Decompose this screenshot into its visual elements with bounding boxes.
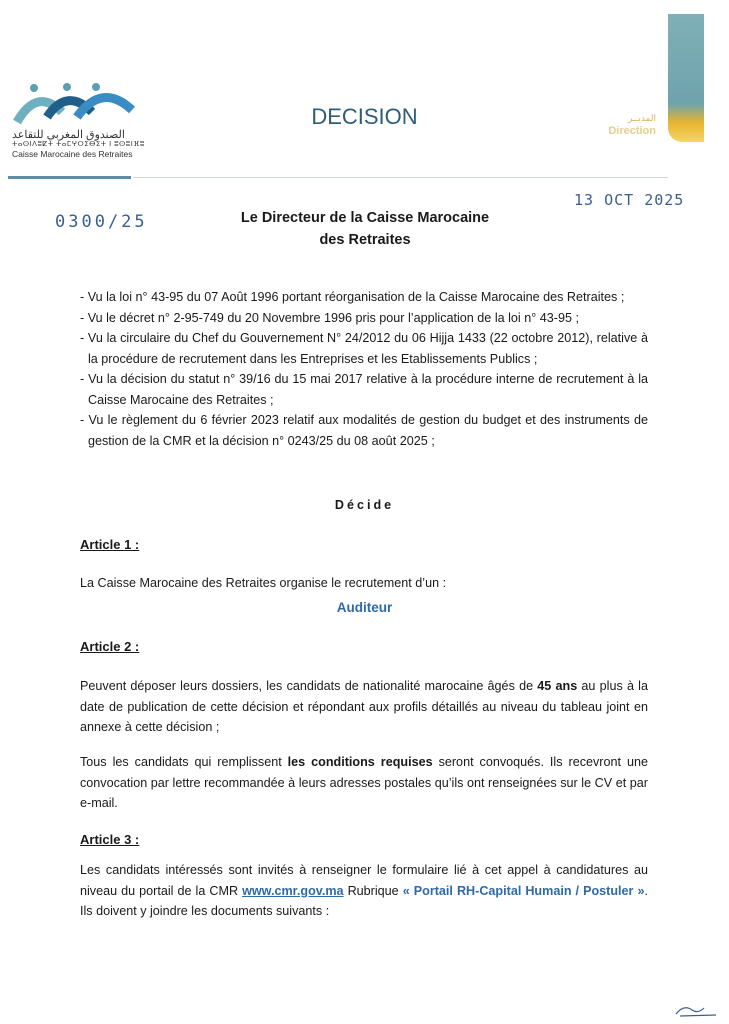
decorative-ribbon (668, 14, 704, 142)
issuer-line-2: des Retraites (319, 232, 411, 248)
issuer-line-1: Le Directeur de la Caisse Marocaine (240, 210, 490, 226)
consideration-item: - Vu la circulaire du Chef du Gouvernement N° 24/2012 du 06 Hijja 1433 (22 octobre 2012), relative à la procédure de recrutement dans les Entreprises et les Etablissements Publics ; (80, 331, 648, 366)
text: Peuvent déposer leurs dossiers, les candidats de nationalité marocaine âgés de (80, 679, 538, 693)
initials-signature-icon (672, 1000, 722, 1020)
consideration-item: - Vu la loi n° 43-95 du 07 Août 1996 portant réorganisation de la Caisse Marocaine des Retraites ; (80, 290, 625, 304)
issuer-heading (200, 207, 530, 251)
direction-arabic: المديــر (628, 113, 656, 123)
text: Les candidats intéressés sont invités à renseigner le formulaire lié à cet appel à candidatures au niveau du portail de la CMR (80, 863, 648, 898)
logo-french-text: Caisse Marocaine des Retraites (12, 149, 133, 159)
considerations-list (80, 287, 648, 451)
consideration-item: - Vu le décret n° 2-95-749 du 20 Novembre 1996 pris pour l’application de la loi n° 43-95 ; (80, 310, 579, 325)
consideration-item: - Vu le règlement du 6 février 2023 relatif aux modalités de gestion du budget et des instruments de gestion de la CMR et la décision n° 0243/25 du 08 août 2025 ; (80, 413, 648, 448)
date-stamp: 13 OCT 2025 (574, 191, 685, 209)
article-2-title: Article 2 : (80, 639, 140, 654)
header-divider (133, 177, 668, 178)
direction-label: Direction (608, 125, 656, 137)
article-1-title: Article 1 : (80, 537, 140, 552)
text: au plus à la date de publication de cette décision et répondant aux profils détaillés au niveau du tableau joint en annexe à cette décision ; (80, 679, 648, 734)
consideration-item: - Vu la décision du statut n° 39/16 du 15 mai 2017 relative à la procédure interne de recrutement à la Caisse Marocaine des Retraites ; (80, 372, 648, 407)
article-3-paragraph (80, 860, 648, 922)
article-2-paragraph-1 (80, 676, 648, 738)
text: Rubrique (343, 883, 403, 898)
decide-heading: Décide (334, 498, 395, 512)
article-3-title: Article 3 : (80, 832, 140, 847)
portal-section-name: « Portail RH-Capital Humain / Postuler » (402, 883, 645, 898)
logo-arabic-text: الصندوق المغربي للتقاعد (12, 129, 125, 141)
age-limit: 45 ans (537, 679, 578, 693)
position-title: Auditeur (336, 600, 393, 615)
cmr-website-link[interactable]: www.cmr.gov.ma (242, 883, 344, 898)
text: seront convoqués. Ils recevront une convocation par lettre recommandée à leurs adresses postales qu’ils ont renseignées sur le CV et par e-mail. (80, 755, 648, 810)
text: Tous les candidats qui remplissent (80, 755, 288, 769)
text: . Ils doivent y joindre les documents suivants : (80, 883, 648, 918)
document-title: DECISION (311, 104, 418, 129)
decision-number-stamp: 0300/25 (55, 212, 148, 232)
logo-tifinagh-text: ⵜⴰⵙⵏⴷⵓⵇⵜ ⵜⴰⵎⵖⵔⵉⴱⵉⵜ ⵏ ⵓⵙⵓⵏⴼⵓ (12, 141, 145, 148)
header-divider-accent (8, 176, 131, 179)
conditions-emphasis: les conditions requises (287, 755, 433, 769)
article-1-text: La Caisse Marocaine des Retraites organise le recrutement d’un : (80, 576, 447, 590)
article-2-paragraph-2 (80, 752, 648, 814)
